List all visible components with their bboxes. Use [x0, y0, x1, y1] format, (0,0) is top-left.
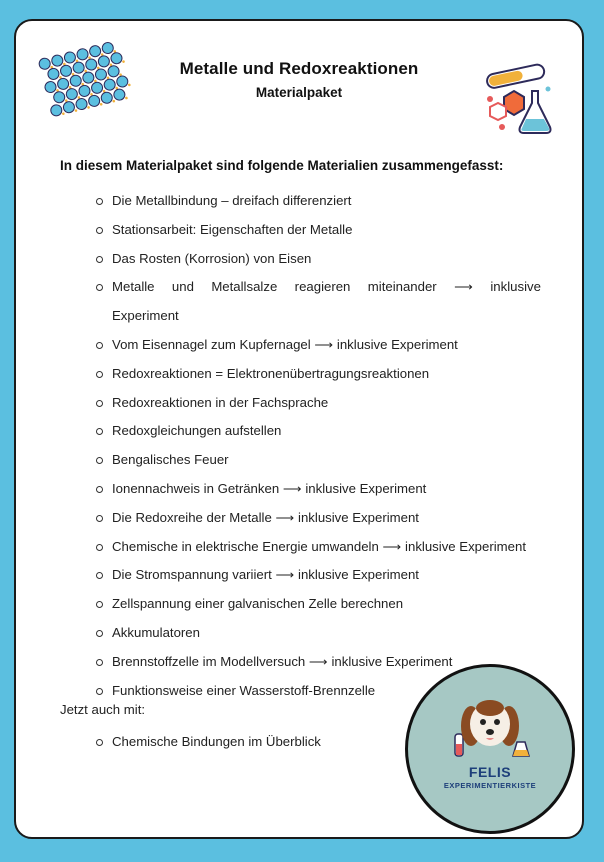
brand-tagline: EXPERIMENTIERKISTE: [443, 781, 537, 790]
list-item: Brennstoffzelle im Modellversuch ⟶ inklusive Experiment: [96, 648, 541, 677]
intro-text: In diesem Materialpaket sind folgende Materialien zusammengefasst:: [60, 158, 504, 173]
brand-badge: [405, 664, 575, 834]
list-item: Die Metallbindung – dreifach differenziert: [96, 187, 541, 216]
now-also-label: Jetzt auch mit:: [60, 702, 146, 717]
brand-name: FELIS: [468, 764, 512, 780]
metal-lattice-icon: [36, 41, 131, 121]
list-item: Redoxreaktionen in der Fachsprache: [96, 389, 541, 418]
list-item: Chemische Bindungen im Überblick: [96, 728, 321, 756]
list-item: Chemische in elektrische Energie umwandeln ⟶ inklusive Experiment: [96, 533, 541, 562]
material-list: [96, 187, 541, 705]
list-item: Redoxreaktionen = Elektronenübertragungsreaktionen: [96, 360, 541, 389]
list-item: Das Rosten (Korrosion) von Eisen: [96, 245, 541, 274]
list-item: Bengalisches Feuer: [96, 446, 541, 475]
list-item: Vom Eisennagel zum Kupfernagel ⟶ inklusive Experiment: [96, 331, 541, 360]
list-item: Funktionsweise einer Wasserstoff-Brennzelle: [96, 677, 541, 706]
list-item: Stationsarbeit: Eigenschaften der Metalle: [96, 216, 541, 245]
page-title: Metalle und Redoxreaktionen: [179, 59, 419, 78]
list-item-line-2: Experiment: [112, 308, 179, 324]
list-item: Zellspannung einer galvanischen Zelle berechnen: [96, 590, 541, 619]
list-item: Die Stromspannung variiert ⟶ inklusive Experiment: [96, 561, 541, 590]
list-item: Ionennachweis in Getränken ⟶ inklusive Experiment: [96, 475, 541, 504]
worksheet-card: [14, 19, 584, 839]
dog-mascot-icon: [405, 664, 575, 764]
list-item: [96, 273, 541, 331]
list-item-line-1: Metalle und Metallsalze reagieren miteinander ⟶ inklusive: [112, 279, 541, 295]
chemistry-glassware-icon: [482, 63, 557, 143]
extra-list: [96, 728, 321, 756]
list-item: Redoxgleichungen aufstellen: [96, 417, 541, 446]
page-subtitle: Materialpaket: [255, 85, 343, 100]
list-item: Die Redoxreihe der Metalle ⟶ inklusive Experiment: [96, 504, 541, 533]
list-item: Akkumulatoren: [96, 619, 541, 648]
